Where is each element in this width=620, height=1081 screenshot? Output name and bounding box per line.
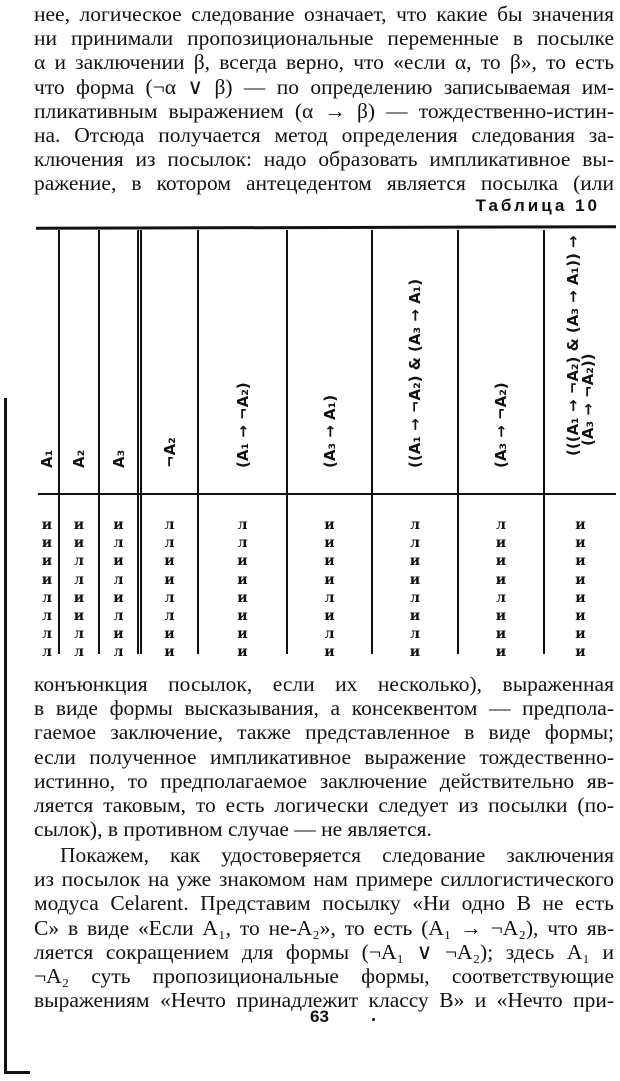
column-a3-implies-a1-values: и и и и л и л и: [324, 517, 335, 661]
table-caption: Таблица 10: [475, 196, 600, 215]
header-a1: A₁: [38, 449, 56, 468]
column-final-implication-values: и и и и и и и и: [575, 517, 586, 661]
text-line: модуса Celarent. Представим посылку «Ни одно B не есть: [34, 891, 614, 916]
top-paragraph: [34, 2, 614, 196]
column-a3-values: и л и л и л и л: [113, 517, 124, 661]
text-line: что форма (¬α ∨ β) — по определению записываемая им-: [34, 74, 614, 99]
column-a1-values: и и и и л л л л: [41, 517, 53, 661]
text-line: на. Отсюда получается метод определения следования за-: [34, 122, 614, 147]
text-line: пликативным выражением (α → β) — тождественно-истин-: [34, 98, 614, 123]
text-line: из посылок на уже знакомом нам примере силлогистического: [34, 867, 614, 892]
scan-edge-line: [4, 398, 7, 1074]
text-line: в виде формы высказывания, а консеквентом — предпола-: [34, 696, 614, 721]
text-line: выражениям «Нечто принадлежит классу B» и «Нечто при-: [34, 988, 614, 1013]
text-line: конъюнкция посылок, если их несколько), выраженная: [34, 672, 614, 696]
header-a1-implies-not-a2: (A₁ → ¬A₂): [233, 382, 252, 468]
bottom-paragraph: [34, 843, 614, 1012]
header-not-a2: ¬A₂: [160, 437, 179, 468]
header-final-implication: (((A₁ → ¬A₂) & (A₃ → A₁)) → (A₃ → ¬A₂)): [563, 235, 597, 456]
text-line: ключения из посылок: надо образовать импликативное вы-: [34, 147, 614, 172]
text-line: C» в виде «Если A₁, то не-A₂», то есть (A₁ → ¬A₂), что яв-: [34, 915, 614, 940]
table-header-rule: [38, 493, 616, 495]
text-line: α и заключении β, всегда верно, что «если α, то β», то есть: [34, 50, 614, 75]
scan-foot-line: [4, 1071, 30, 1074]
column-a2-values: и и л л и и л л: [73, 517, 85, 661]
header-a3: A₃: [109, 449, 128, 468]
text-line: сылок), в противном случае — не является.: [34, 817, 432, 842]
text-line: ляется таковым, то есть логически следует из посылки (по-: [34, 792, 614, 817]
text-line: ¬A₂ суть пропозициональные формы, соответствующие: [34, 963, 614, 988]
column-a3-implies-not-a2-values: л и и и л и и и: [495, 517, 507, 661]
middle-paragraph: [34, 672, 614, 841]
scan-speck: [372, 1018, 375, 1021]
text-line: Покажем, как удостоверяется следование заключения: [60, 843, 614, 867]
text-line: если полученное импликативное выражение тождественно-: [34, 744, 614, 769]
column-conjunction-values: л л и и л и л и: [409, 517, 421, 661]
truth-table: [36, 226, 616, 661]
header-a3-implies-a1: (A₃ → A₁): [320, 394, 339, 468]
header-conjunction: ((A₁ → ¬A₂) & (A₃ → A₁): [406, 278, 424, 468]
column-a1-implies-not-a2-values: л л и и и и и и: [237, 517, 248, 661]
text-line: ражение, в котором антецедентом является посылка (или: [34, 171, 614, 196]
text-line: гаемое заключение, также представленное в виде формы;: [34, 720, 614, 745]
text-line: ни принимали пропозициональные переменные в посылке: [34, 26, 614, 51]
text-line: истинно, то предполагаемое заключение действительно яв-: [34, 768, 614, 793]
column-not-a2-values: л л и и л л и и: [164, 517, 175, 661]
page-number: 63: [310, 1007, 329, 1026]
text-line: ляется сокращением для формы (¬A₁ ∨ ¬A₂); здесь A₁ и: [34, 939, 614, 964]
text-line: нее, логическое следование означает, что какие бы значения: [34, 2, 614, 26]
header-a2: A₂: [70, 449, 88, 468]
header-a3-implies-not-a2: (A₃ → ¬A₂): [492, 382, 510, 468]
